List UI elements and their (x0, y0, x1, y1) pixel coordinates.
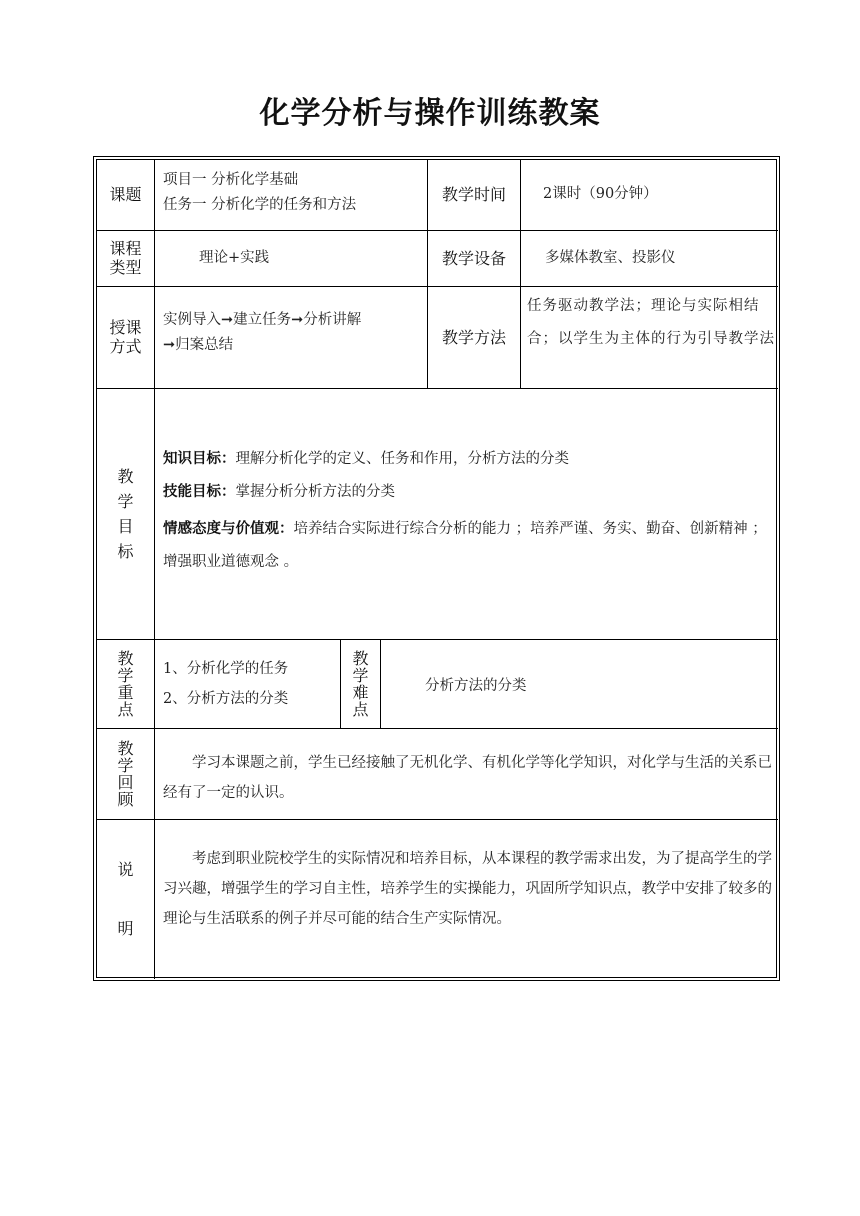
key-points-list (163, 654, 338, 714)
objectives-label: 教 学 目 标 (117, 467, 134, 561)
teaching-mode-label: 授课 方式 (109, 317, 142, 356)
column-divider (154, 160, 155, 979)
key-points-label: 教 学 重 点 (117, 649, 134, 719)
teaching-method-value: 任务驱动教学法；理论与实际相结合；以学生为主体的行为引导教学法 (527, 298, 775, 347)
column-divider (380, 639, 381, 728)
skill-objective (163, 480, 773, 505)
table-grid (96, 159, 777, 978)
row-divider (97, 639, 778, 640)
lesson-plan-table (93, 156, 780, 981)
topic-line-2: 任务一 分析化学的任务和方法 (163, 197, 357, 213)
teaching-mode-value (163, 308, 425, 358)
course-type-value: 理论+实践 (199, 250, 270, 266)
course-type-label: 课程 类型 (109, 238, 142, 277)
teaching-time-label: 教学时间 (441, 185, 506, 205)
review-text: 学习本课题之前，学生已经接触了无机化学、有机化学等化学知识，对化学与生活的关系已经有了一定的认识。 (163, 755, 772, 801)
difficulty-label: 教 学 难 点 (352, 649, 369, 719)
row-divider (97, 819, 778, 820)
notes-label: 说 明 (117, 859, 134, 938)
teaching-method-label: 教学方法 (441, 327, 506, 347)
teaching-mode-line-2: ➞归案总结 (163, 337, 234, 353)
row-divider (97, 728, 778, 729)
emotion-objective-text: 培养结合实际进行综合分析的能力 ；培养严谨、务实、勤奋、创新精神 ；增强职业道德观念 。 (163, 521, 767, 570)
column-divider (520, 160, 521, 388)
teaching-time-value: 2课时（90分钟） (543, 186, 658, 202)
equipment-value: 多媒体教室、投影仪 (545, 250, 676, 266)
topic-label: 课题 (109, 185, 142, 205)
review-label: 教 学 回 顾 (117, 739, 134, 809)
topic-line-1: 项目一 分析化学基础 (163, 172, 299, 188)
skill-objective-label: 技能目标： (163, 484, 236, 500)
skill-objective-text: 掌握分析分析方法的分类 (235, 484, 395, 500)
emotion-objective-label: 情感态度与价值观 (163, 521, 279, 537)
equipment-label: 教学设备 (441, 248, 506, 268)
objectives-content (163, 447, 773, 579)
knowledge-objective-text: 理解分析化学的定义、任务和作用，分析方法的分类 (235, 451, 569, 467)
key-point-item: 1、分析化学的任务 (163, 661, 289, 677)
emotion-objective: 情感态度与价值观：培养结合实际进行综合分析的能力 ；培养严谨、务实、勤奋、创新精神 ；增强职业道德观念 。 (163, 521, 767, 570)
page-title: 化学分析与操作训练教案 (259, 96, 601, 131)
knowledge-objective: 知识目标：理解分析化学的定义、任务和作用，分析方法的分类 (163, 451, 569, 467)
knowledge-objective-label: 知识目标 (163, 451, 221, 467)
teaching-mode-line-1: 实例导入➞建立任务➞分析讲解 (163, 312, 362, 328)
key-point-item: 2、分析方法的分类 (163, 691, 289, 707)
row-divider (97, 388, 778, 389)
difficulty-value: 分析方法的分类 (425, 678, 527, 694)
topic-value (163, 168, 425, 218)
notes-text: 考虑到职业院校学生的实际情况和培养目标，从本课程的教学需求出发，为了提高学生的学习兴趣，增强学生的学习自主性，培养学生的实操能力，巩固所学知识点，教学中安排了较多的理论与生活联系的例子并尽可能的结合生产实际情况。 (163, 851, 772, 927)
